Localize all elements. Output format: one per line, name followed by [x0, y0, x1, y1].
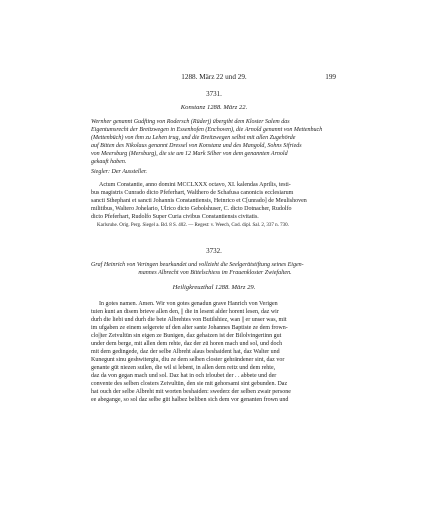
page-number: 199: [325, 73, 336, 81]
text-line: In gotes namen. Amen. Wir von gotes genadun grave Hanrich von Verigen: [99, 301, 278, 307]
text-line: genante güt niezen suilen, die wil si lebent, in allen dem reitz und dem rehte,: [91, 365, 276, 371]
text-line: im ufgaben ze einem selgerete uf den alter sante Johannes Baptiste ze dem frown-: [91, 325, 288, 331]
text-line: under dem berge, mit allen dem rehte, daz der zü horen mach und sol, und doch: [91, 341, 283, 347]
place-date: Konstanz 1288. März 22.: [180, 104, 248, 111]
text-line: clo||ter Zeivultün sin eigen ze Bunigen, daz gehaizen ist der Bilolvingeriinn gut: [91, 333, 282, 339]
document-summary: [91, 261, 339, 277]
summary-line: Eigentumsrecht der Breitzwegen in Essenhofen (Enchoven), die Arnold genannt von Mettenbuch: [91, 127, 323, 133]
place-date: Heiligkreuzthal 1288. März 29.: [172, 284, 256, 291]
document-text: [91, 181, 339, 221]
text-line: daz da von gegan mach und sol. Daz hat in och irloubet der . . abbete und der: [91, 373, 277, 379]
summary-line: Graf Heinrich von Veringen beurkundet und vollzieht die Seelgerätstiftung seines Eigen-: [91, 262, 304, 268]
text-line: Kunegunt sinu geshwitergiu, diu ze dem selben closter gehrändener sint, daz vor: [91, 357, 285, 363]
summary-line: (Mettenbüch) von ihm zu Lehen trug, und die Breitzwegen selbst mit allen Zugehörde: [91, 135, 296, 141]
summary-line: von Meersburg (Mersburg), die sie um 12 Mark Silber von dem genannten Arnold: [91, 151, 288, 157]
summary-line: gekauft haben.: [91, 159, 127, 165]
summary-line: auf Bitten des Nikolaus genannt Dressel von Konstanz und des Mangold, Sohns Sifrieds: [91, 143, 302, 149]
sigler-text: Siegler: Der Aussteller.: [91, 169, 148, 175]
document-number: 3731.: [206, 90, 222, 98]
text-line: convente des selben closters Zeivultün, den sie mit gehorsami sint gebunden. Daz: [91, 381, 288, 387]
text-line: durh die liebi und durh die bete Albrehtes von Butilshiez, wan || er unser was, mit: [91, 317, 287, 323]
text-line: ee abegange, so sol daz selbe güt halbez beliben sich dem vor genanten frown und: [91, 397, 289, 403]
text-line: dicto Pfeferhart, Rudolfo Super Curia civibus Constantiensis civitatis.: [91, 214, 259, 220]
sigler-note: [91, 168, 339, 176]
summary-line: mannes Albrecht von Bittelschiess im Frauenkloster Zwiefalten.: [138, 270, 292, 276]
text-line: Actum Constantie, anno domini MCCLXXX octavo, XI. kalendas Aprilis, testi-: [99, 182, 291, 188]
summary-line: Wernher genannt Gudfting von Rodersch (Rüderj) übergibt dem Kloster Salem das: [91, 119, 290, 125]
footnote-text: Karlsruhe. Orig. Perg. Siegel a. Bd. 8 S. 402. — Regest: v. Weech, Cod. dipl. Sal. 2, 337 n. 730.: [97, 223, 289, 228]
document-number: 3732.: [206, 247, 222, 255]
running-header: 1288. März 22 und 29.: [181, 73, 247, 81]
text-line: sancti Sthephani et sancti Johannis Constantiensis, Heinrico et C[unrado] de Meulishoven: [91, 198, 307, 204]
document-summary: [91, 118, 339, 166]
text-line: militibus, Waltero Johelario, Ulrico dicto Gebolshuser, C. dicto Dotnacher, Rudolfo: [91, 206, 292, 212]
text-line: hat ouch der selbe Albreht mit worten beshaiden: swederz der selben zwair persone: [91, 389, 291, 395]
text-line: mit dem gedingede, daz der selbe Albreht alaus beshaident hat, daz Walter und: [91, 349, 280, 355]
footnote: [91, 222, 345, 229]
text-line: bus magistris Cunrado dicto Pfeferhart, Walthero de Schafusa canonicis ecclesiarum: [91, 190, 294, 196]
text-line: tuien kunt an disem brieve allen den, || die in lesent alder horent lesen, daz wir: [91, 309, 279, 315]
document-text: [91, 300, 339, 404]
